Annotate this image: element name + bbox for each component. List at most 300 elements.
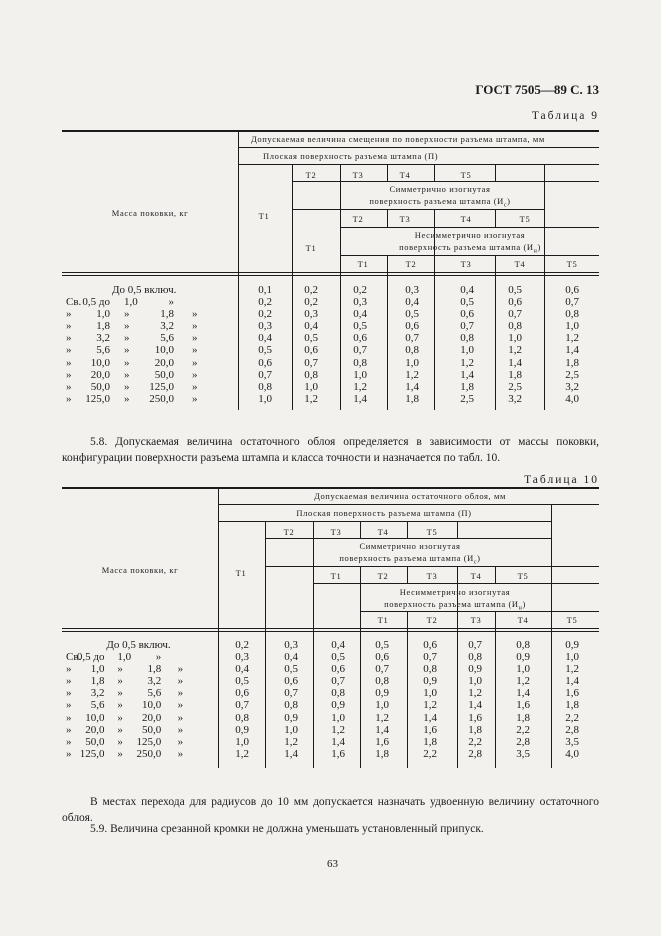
table-9-asym-t3: Т3 (460, 259, 472, 269)
table-cell: 0,9 (375, 687, 389, 700)
mass-range-token: » (177, 735, 184, 748)
mass-range-token: » (66, 344, 72, 357)
table-cell: 3,2 (508, 392, 522, 405)
table-cell: 0,9 (468, 663, 482, 676)
table-10-flat-t3: Т3 (330, 527, 342, 537)
table-9-header-main: Допускаемая величина смещения по поверхности разъема штампа, мм (251, 134, 545, 144)
table-cell: 0,7 (468, 639, 482, 651)
table-10-sym-t4: Т4 (470, 571, 482, 581)
table-cell: 0,7 (353, 344, 367, 357)
table-10-flat-t1: Т1 (235, 568, 247, 578)
mass-range-row (62, 393, 238, 405)
table-9-sym-t4: Т4 (460, 214, 472, 224)
mass-range-token: » (124, 320, 130, 333)
table-9-header-asymmetric-1: Несимметрично изогнутая (414, 230, 526, 240)
mass-range-token: » (66, 392, 72, 405)
rule (495, 209, 496, 227)
mass-range-token: 5,6 (147, 687, 162, 700)
table-cell: 1,4 (565, 344, 579, 357)
table-cell: 0,8 (235, 711, 249, 724)
table-cell: 0,8 (375, 675, 389, 688)
table-cell: 0,9 (331, 699, 345, 712)
table-cell: 0,1 (258, 284, 272, 296)
table-cell: 1,0 (353, 368, 367, 381)
mass-range-token: 1,8 (90, 675, 105, 688)
table-9-sym-t2: Т2 (352, 214, 364, 224)
table-cell: 0,4 (284, 651, 298, 664)
table-cell: 0,2 (353, 284, 367, 296)
table-cell: 0,3 (304, 308, 318, 321)
mass-range-token: » (124, 308, 130, 321)
rule (495, 611, 496, 768)
table-10-sym-t3: Т3 (426, 571, 438, 581)
rule (62, 272, 599, 273)
rule (265, 566, 599, 567)
mass-range-row (62, 369, 238, 381)
table-cell: 1,4 (468, 699, 482, 712)
mass-range-token: » (66, 356, 72, 369)
mass-range-token: 10,0 (142, 699, 162, 712)
mass-range-row (62, 736, 218, 748)
table-cell: 0,8 (423, 663, 437, 676)
mass-range-token: » (124, 380, 130, 393)
mass-range-row (62, 712, 218, 724)
table-10-sym-t5: Т5 (517, 571, 529, 581)
table-9-asym-t5: Т5 (566, 259, 578, 269)
table-cell: 0,7 (284, 687, 298, 700)
table-cell: 0,5 (304, 332, 318, 345)
mass-range-token: 1,8 (96, 320, 110, 333)
table-10-header-symmetric-2: поверхность разъема штампа $(И_с)$ (339, 553, 481, 566)
note-paragraph: В местах перехода для радиусов до 10 мм допускается назначать удвоенную величину остаточного облоя. (62, 796, 599, 824)
mass-range-token: » (192, 380, 198, 393)
mass-range-token: » (66, 663, 72, 676)
table-cell: 0,4 (235, 663, 249, 676)
mass-range-token: » (124, 332, 130, 345)
table-cell: 0,6 (460, 308, 474, 321)
table-cell: 1,4 (405, 380, 419, 393)
table-cell: 1,2 (235, 747, 249, 760)
rule (218, 504, 599, 505)
table-cell: 0,3 (235, 651, 249, 664)
mass-range-row (62, 320, 238, 332)
mass-range-token: 250,0 (136, 747, 162, 760)
mass-range-row (62, 296, 238, 308)
table-9-flat-t2: Т2 (305, 170, 317, 180)
table-10-header-asymmetric-2: поверхность разъема штампа $(И_н)$ (384, 599, 526, 612)
table-cell: 1,8 (565, 699, 579, 712)
table-cell: 1,6 (423, 723, 437, 736)
mass-range-token: » (124, 392, 130, 405)
rule (360, 566, 361, 768)
mass-range-token: » (117, 711, 123, 724)
table-cell: 0,7 (460, 320, 474, 333)
table-cell: 0,2 (304, 284, 318, 296)
table-cell: 1,2 (468, 687, 482, 700)
mass-range-token: » (117, 747, 123, 760)
table-9-flat-t3: Т3 (352, 170, 364, 180)
table-cell: 0,5 (353, 320, 367, 333)
table-10-asym-t4: Т4 (517, 615, 529, 625)
mass-range-token: 5,6 (90, 699, 105, 712)
table-10-header-symmetric-1: Симметрично изогнутая (359, 541, 461, 551)
rule (238, 130, 239, 410)
table-cell: 0,9 (565, 639, 579, 651)
mass-range-token: 125,0 (79, 747, 105, 760)
mass-range-token: » (117, 735, 123, 748)
table-9-flat-t5: Т5 (460, 170, 472, 180)
mass-range-token: 125,0 (149, 380, 174, 393)
rule (544, 164, 545, 410)
table-cell: 0,8 (405, 344, 419, 357)
mass-range-token: 1,8 (160, 308, 174, 321)
table-10-header-flat: Плоская поверхность разъема штампа (П) (296, 508, 472, 518)
mass-range-token: » (117, 675, 123, 688)
rule (292, 181, 599, 182)
mass-range-token: 1,8 (147, 663, 162, 676)
table-10-caption: Таблица 10 (524, 474, 599, 486)
mass-range-row (62, 699, 218, 711)
rule (313, 521, 314, 768)
table-cell: 1,4 (331, 735, 345, 748)
mass-range-token: 5,6 (96, 344, 110, 357)
mass-range-token: » (66, 711, 72, 724)
table-9-header-mass: Масса поковки, кг (111, 208, 189, 218)
table-cell: 1,2 (516, 675, 530, 688)
table-cell: 1,4 (565, 675, 579, 688)
table-9-flat-t4: Т4 (399, 170, 411, 180)
table-cell: 1,2 (353, 380, 367, 393)
table-9-col-6 (508, 284, 522, 405)
mass-range-token: » (124, 368, 130, 381)
table-cell: 0,6 (235, 687, 249, 700)
rule (265, 521, 266, 768)
table-9-mass-column (62, 284, 238, 405)
mass-range-token: 250,0 (149, 392, 174, 405)
mass-range-token: » (177, 699, 184, 712)
mass-range-token: 50,0 (90, 380, 110, 393)
mass-range-row (62, 675, 218, 687)
table-cell: 1,0 (468, 675, 482, 688)
table-cell: 1,0 (460, 344, 474, 357)
mass-range-token: 10,0 (90, 356, 110, 369)
mass-range-token: » (66, 380, 72, 393)
table-cell: 0,7 (565, 296, 579, 309)
table-10-col-2 (284, 639, 298, 760)
mass-range-token: 20,0 (154, 356, 174, 369)
mass-range-token: 0,5 до (82, 296, 110, 309)
table-cell: 1,4 (423, 711, 437, 724)
mass-range-token: 125,0 (85, 392, 110, 405)
mass-range-token: Св. (66, 651, 82, 664)
mass-range-row (62, 663, 218, 675)
table-cell: 1,2 (284, 735, 298, 748)
rule (407, 611, 408, 768)
table-cell: 2,2 (423, 747, 437, 760)
rule (434, 164, 435, 181)
table-cell: 1,0 (508, 332, 522, 345)
mass-range-token: 1,0 (90, 663, 105, 676)
mass-range-token: Св. (66, 296, 82, 309)
table-10-col-5 (423, 639, 437, 760)
table-cell: 0,9 (516, 651, 530, 664)
mass-range-row (62, 639, 218, 651)
table-cell: 2,8 (565, 723, 579, 736)
mass-range-row (62, 308, 238, 320)
table-cell: 0,8 (516, 639, 530, 651)
rule (340, 255, 599, 256)
table-cell: 0,8 (331, 687, 345, 700)
mass-range-token: 3,2 (96, 332, 110, 345)
table-10-flat-t4: Т4 (377, 527, 389, 537)
table-cell: 0,8 (304, 368, 318, 381)
table-cell: 1,2 (375, 711, 389, 724)
table-cell: 0,2 (258, 296, 272, 309)
mass-range-token: » (177, 687, 184, 700)
mass-range-token: » (117, 723, 123, 736)
table-cell: 0,8 (460, 332, 474, 345)
mass-range-token: » (66, 675, 72, 688)
table-10-header-main: Допускаемая величина остаточного облоя, мм (314, 491, 506, 501)
mass-range-token: » (117, 687, 123, 700)
rule (360, 521, 361, 538)
table-cell: 1,8 (405, 392, 419, 405)
mass-range-token: 20,0 (90, 368, 110, 381)
rule (62, 275, 599, 276)
table-cell: 2,2 (565, 711, 579, 724)
rule (62, 631, 599, 632)
mass-range-token: 10,0 (85, 711, 105, 724)
table-9-header-asymmetric-2: поверхность разъема штампа $(И_н)$ (399, 242, 541, 255)
table-cell: 1,2 (460, 356, 474, 369)
table-cell: 0,4 (331, 639, 345, 651)
rule (387, 164, 388, 181)
table-cell: 2,5 (565, 368, 579, 381)
table-10-flat-t5: Т5 (426, 527, 438, 537)
mass-range-token: » (177, 663, 184, 676)
table-cell: 0,8 (508, 320, 522, 333)
table-cell: 0,4 (258, 332, 272, 345)
table-cell: 0,5 (235, 675, 249, 688)
table-10-asym-t1: Т1 (377, 615, 389, 625)
mass-range-token: 10,0 (154, 344, 174, 357)
table-cell: 1,0 (565, 651, 579, 664)
rule (495, 164, 496, 181)
rule (407, 566, 408, 583)
table-cell: 1,6 (516, 699, 530, 712)
table-9-asym-t4: Т4 (514, 259, 526, 269)
mass-range-token: » (192, 368, 198, 381)
table-cell: 1,0 (423, 687, 437, 700)
mass-range-token: 1,0 (96, 308, 110, 321)
table-cell: 1,4 (516, 687, 530, 700)
table-cell: 0,8 (284, 699, 298, 712)
rule (238, 147, 599, 148)
rule (340, 164, 341, 410)
table-10-mass-column (62, 639, 218, 760)
table-cell: 1,2 (304, 392, 318, 405)
table-cell: 0,5 (375, 639, 389, 651)
mass-range-row (62, 357, 238, 369)
table-cell: 0,9 (284, 711, 298, 724)
mass-range-token: » (66, 687, 72, 700)
table-cell: 0,9 (423, 675, 437, 688)
table-9-asym-t1: Т1 (357, 259, 369, 269)
table-cell: 1,2 (565, 663, 579, 676)
table-9-header-symmetric-1: Симметрично изогнутая (389, 184, 491, 194)
table-cell: 2,2 (516, 723, 530, 736)
table-10-col-1 (235, 639, 249, 760)
table-cell: 0,5 (460, 296, 474, 309)
table-cell: 1,0 (235, 735, 249, 748)
mass-range-token: » (192, 320, 198, 333)
table-cell: 0,9 (235, 723, 249, 736)
rule (62, 487, 599, 489)
page-number: 63 (327, 858, 338, 870)
table-9-col-4 (405, 284, 419, 405)
mass-range-token: 50,0 (154, 368, 174, 381)
mass-range-token: » (177, 747, 184, 760)
mass-range-text: До 0,5 включ. (106, 639, 171, 651)
table-cell: 0,7 (375, 663, 389, 676)
rule (387, 209, 388, 227)
table-9-sym-t1: Т1 (305, 243, 317, 253)
table-cell: 0,5 (331, 651, 345, 664)
table-cell: 0,2 (258, 308, 272, 321)
table-cell: 0,6 (565, 284, 579, 296)
table-cell: 1,8 (375, 747, 389, 760)
mass-range-token: » (124, 356, 130, 369)
table-cell: 4,0 (565, 392, 579, 405)
table-cell: 0,4 (304, 320, 318, 333)
mass-range-token: » (192, 308, 198, 321)
table-cell: 1,8 (423, 735, 437, 748)
table-9-col-7 (565, 284, 579, 405)
mass-range-token: » (177, 675, 184, 688)
rule (407, 521, 408, 538)
mass-range-token: » (155, 651, 162, 664)
table-cell: 0,7 (331, 675, 345, 688)
table-10-col-7 (516, 639, 530, 760)
table-10-sym-t2: Т2 (377, 571, 389, 581)
mass-range-text: До 0,5 включ. (112, 284, 177, 296)
table-cell: 1,6 (375, 735, 389, 748)
mass-range-token: 1,0 (124, 296, 138, 309)
table-cell: 0,6 (508, 296, 522, 309)
table-cell: 1,0 (284, 723, 298, 736)
table-cell: 1,2 (405, 368, 419, 381)
table-cell: 3,2 (565, 380, 579, 393)
mass-range-token: » (192, 344, 198, 357)
mass-range-row (62, 284, 238, 296)
table-cell: 1,8 (508, 368, 522, 381)
table-cell: 0,7 (423, 651, 437, 664)
mass-range-row (62, 651, 218, 663)
table-cell: 3,5 (516, 747, 530, 760)
mass-range-token: » (66, 735, 72, 748)
table-10-col-3 (331, 639, 345, 760)
table-9-flat-t1: Т1 (258, 211, 270, 221)
table-cell: 0,6 (423, 639, 437, 651)
table-10-col-8 (565, 639, 579, 760)
table-10-sym-t1: Т1 (330, 571, 342, 581)
table-cell: 0,5 (284, 663, 298, 676)
rule (495, 255, 496, 410)
mass-range-token: » (124, 344, 130, 357)
mass-range-token: » (117, 699, 123, 712)
table-cell: 1,0 (331, 711, 345, 724)
table-cell: 1,6 (565, 687, 579, 700)
table-cell: 0,2 (235, 639, 249, 651)
table-cell: 1,2 (508, 344, 522, 357)
table-cell: 0,5 (405, 308, 419, 321)
table-cell: 1,0 (304, 380, 318, 393)
table-cell: 0,3 (353, 296, 367, 309)
table-cell: 1,4 (284, 747, 298, 760)
mass-range-token: » (66, 699, 72, 712)
table-cell: 0,7 (405, 332, 419, 345)
mass-range-row (62, 381, 238, 393)
table-cell: 3,5 (565, 735, 579, 748)
rule (292, 209, 544, 210)
table-cell: 2,8 (516, 735, 530, 748)
rule (265, 538, 551, 539)
mass-range-token: 1,0 (117, 651, 132, 664)
table-cell: 1,8 (460, 380, 474, 393)
rule (218, 521, 551, 522)
table-cell: 2,5 (508, 380, 522, 393)
mass-range-row (62, 748, 218, 760)
rule (62, 628, 599, 629)
table-9-col-3 (353, 284, 367, 405)
mass-range-token: » (168, 296, 174, 309)
mass-range-token: » (177, 723, 184, 736)
mass-range-token: 50,0 (142, 723, 162, 736)
rule (551, 504, 552, 768)
mass-range-token: » (192, 332, 198, 345)
table-10-col-6 (468, 639, 482, 760)
mass-range-token: 0,5 до (76, 651, 105, 664)
table-cell: 2,8 (468, 747, 482, 760)
table-cell: 0,7 (304, 356, 318, 369)
table-10-header-mass: Масса поковки, кг (101, 565, 179, 575)
table-9-col-5 (460, 284, 474, 405)
table-9-col-1 (258, 284, 272, 405)
mass-range-token: 125,0 (136, 735, 162, 748)
mass-range-token: » (66, 320, 72, 333)
table-cell: 1,4 (508, 356, 522, 369)
mass-range-token: » (192, 392, 198, 405)
table-cell: 0,7 (235, 699, 249, 712)
table-cell: 0,4 (405, 296, 419, 309)
table-cell: 1,8 (468, 723, 482, 736)
table-cell: 1,4 (353, 392, 367, 405)
mass-range-token: » (177, 711, 184, 724)
table-cell: 4,0 (565, 747, 579, 760)
table-10-asym-t5: Т5 (566, 615, 578, 625)
table-cell: 1,0 (405, 356, 419, 369)
rule (313, 583, 599, 584)
table-cell: 2,5 (460, 392, 474, 405)
table-9-header-symmetric-2: поверхность разъема штампа $(И_с)$ (369, 196, 511, 209)
rule (292, 164, 293, 410)
rule (62, 130, 599, 132)
table-cell: 0,5 (258, 344, 272, 357)
mass-range-token: » (117, 663, 123, 676)
table-cell: 0,6 (353, 332, 367, 345)
mass-range-row (62, 332, 238, 344)
table-9-caption: Таблица 9 (531, 110, 599, 122)
